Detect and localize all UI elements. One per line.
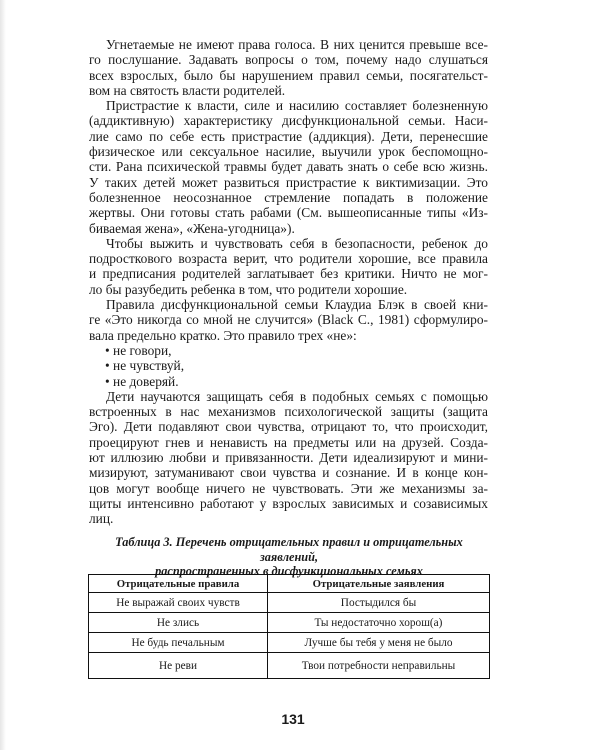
page-edge-shadow — [0, 0, 6, 750]
table-row — [89, 633, 490, 653]
text-line: подросткового возраста верит, что родители хорошие, все правила — [89, 251, 488, 267]
text-line: физическое или сексуальное насилие, выучили урок беспомощно- — [89, 144, 488, 160]
text-line: Дети научаются защищать себя в подобных семьях с помощью — [106, 388, 488, 404]
text-line: го послушание. Задавать вопросы о том, почему надо слушаться — [89, 52, 488, 68]
page-number: 131 — [281, 711, 305, 727]
text-line: ло бы разубедить ребенка в том, что родители хорошие. — [89, 281, 408, 297]
table-cell: Ты недостаточно хорош(а) — [268, 613, 490, 633]
table-cell: Твои потребности неправильны — [268, 653, 490, 679]
text-line: встроенных в нас механизмов психологической защиты (защита — [89, 404, 488, 420]
text-line: жертвы. Они готовы стать рабами (См. вышеописанные типы «Из- — [89, 205, 488, 221]
column-header: Отрицательные правила — [89, 575, 268, 593]
table-caption — [88, 535, 490, 579]
text-line: (аддиктивную) характеристику дисфункциональной семьи. Наси- — [89, 113, 488, 129]
text-line: и предписания родителей заглатывает без критики. Ничто не мог- — [89, 266, 488, 282]
text-line: всех взрослых, было бы нарушением правил семьи, посягательст- — [89, 67, 488, 83]
rules-table — [88, 574, 490, 679]
text-line: мизируют, затуманивают свои чувства и сознание. И в конце кон- — [89, 465, 488, 481]
text-line: ге «Это никогда со мной не случится» (Black C., 1981) сформулиро- — [89, 312, 488, 328]
table-row — [89, 653, 490, 679]
table-cell: Не реви — [89, 653, 268, 679]
table-row — [89, 613, 490, 633]
table-caption-line: распространенных в дисфункциональных семьях — [155, 564, 423, 578]
text-line: щиты интенсивно работают у взрослых зависимых и созависимых — [89, 495, 488, 511]
text-line: Правила дисфункциональной семьи Клаудиа Блэк в своей кни- — [106, 297, 488, 313]
text-line: Пристрастие к власти, силе и насилию составляет болезненную — [106, 98, 488, 114]
text-line: биваемая жена», «Жена-угодница»). — [89, 220, 295, 236]
text-line: болезненное неосознанное стремление попадать в положение — [89, 189, 488, 205]
table-cell: Постыдился бы — [268, 593, 490, 613]
text-line: сти. Рана психической травмы будет давать знать о себе всю жизнь. — [89, 159, 488, 175]
table-caption-line: Таблица 3. Перечень отрицательных правил и отрицательных заявлений, — [115, 535, 463, 564]
text-line: лиц. — [89, 511, 114, 527]
text-line: цов могут вообще ничего не чувствовать. Эти же механизмы за- — [89, 480, 488, 496]
bullet-item: • не чувствуй, — [105, 358, 185, 374]
text-line: проецируют гнев и ненависть на предметы или на друзей. Созда- — [89, 434, 488, 450]
table-cell: Лучше бы тебя у меня не было — [268, 633, 490, 653]
table-cell: Не будь печальным — [89, 633, 268, 653]
bullet-item: • не доверяй. — [105, 373, 179, 389]
table-header-row — [89, 575, 490, 593]
table-row — [89, 593, 490, 613]
body-text — [89, 37, 488, 527]
text-line: Эго). Дети подавляют свои чувства, отрицают то, что происходит, — [89, 419, 488, 435]
text-line: Угнетаемые не имеют права голоса. В них ценится превыше все- — [106, 37, 488, 52]
table-cell: Не выражай своих чувств — [89, 593, 268, 613]
text-line: ют иллюзию любви и привязанности. Дети идеализируют и мини- — [89, 450, 488, 466]
text-line: Чтобы выжить и чувствовать себя в безопасности, ребенок до — [106, 235, 488, 251]
table-cell: Не злись — [89, 613, 268, 633]
text-line: вом на святость власти родителей. — [89, 82, 286, 98]
bullet-item: • не говори, — [105, 342, 172, 358]
text-line: вала предельно кратко. Это правило трех «не»: — [89, 327, 357, 343]
text-line: лие само по себе есть пристрастие (аддикция). Дети, перенесшие — [89, 128, 488, 144]
text-line: У таких детей может развиться пристрастие к виктимизации. Это — [89, 174, 488, 190]
column-header: Отрицательные заявления — [268, 575, 490, 593]
